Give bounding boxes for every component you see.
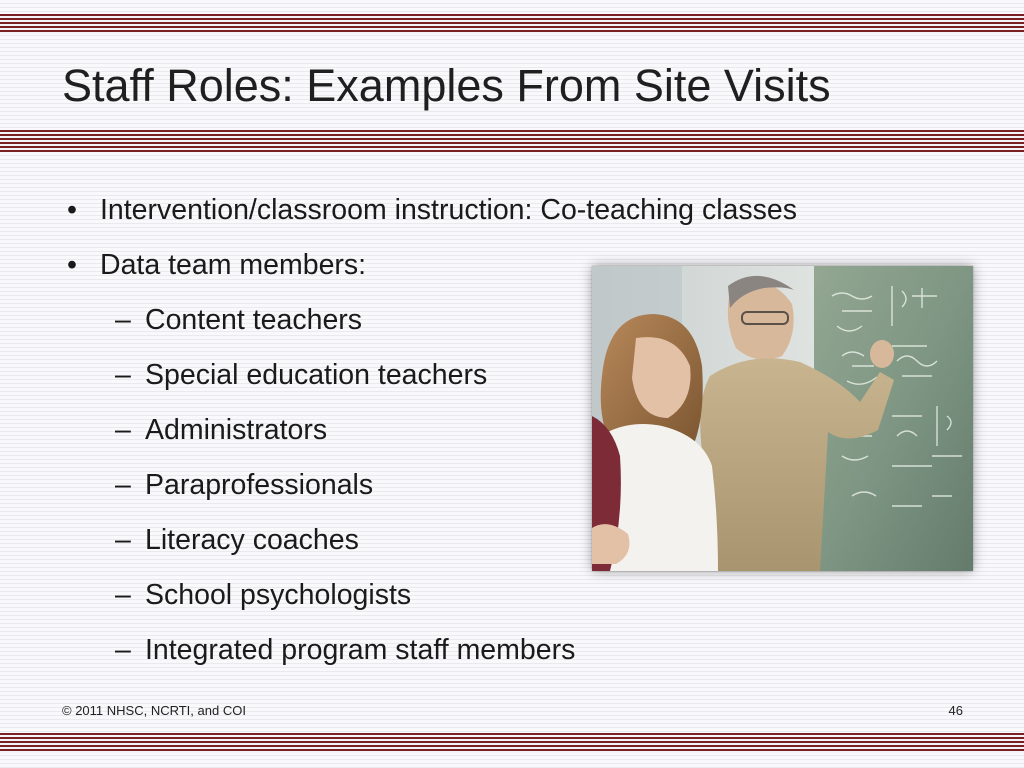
bullet-text: Data team members: (100, 249, 367, 281)
photo-illustration (592, 266, 973, 571)
title-divider-band (0, 130, 1024, 152)
sub-item-text: Integrated program staff members (145, 634, 576, 666)
dash-marker: – (115, 469, 131, 501)
sub-item-text: School psychologists (145, 579, 412, 611)
bullet-text: Intervention/classroom instruction: Co-teaching classes (100, 194, 797, 226)
sub-item-text: Special education teachers (145, 359, 488, 391)
dash-marker: – (115, 414, 131, 446)
sub-item-text: Paraprofessionals (145, 469, 374, 501)
top-stripe-band (0, 14, 1024, 34)
dash-marker: – (115, 634, 131, 666)
dash-marker: – (115, 579, 131, 611)
sub-item-text: Literacy coaches (145, 524, 359, 556)
bullet-item-intervention (62, 183, 992, 238)
dash-marker: – (115, 304, 131, 336)
sub-item-text: Administrators (145, 414, 328, 446)
bullet-marker: • (67, 194, 77, 226)
sub-item-integrated-program-staff (62, 623, 992, 678)
dash-marker: – (115, 524, 131, 556)
teacher-student-photo (592, 266, 973, 571)
sub-item-school-psychologists (62, 568, 992, 623)
sub-item-text: Content teachers (145, 304, 363, 336)
bullet-marker: • (67, 249, 77, 281)
dash-marker: – (115, 359, 131, 391)
bottom-stripe-band (0, 733, 1024, 753)
teacher-hand (870, 340, 894, 368)
footer-copyright: © 2011 NHSC, NCRTI, and COI (62, 703, 246, 718)
slide-title: Staff Roles: Examples From Site Visits (62, 60, 831, 111)
page-number: 46 (948, 703, 963, 718)
